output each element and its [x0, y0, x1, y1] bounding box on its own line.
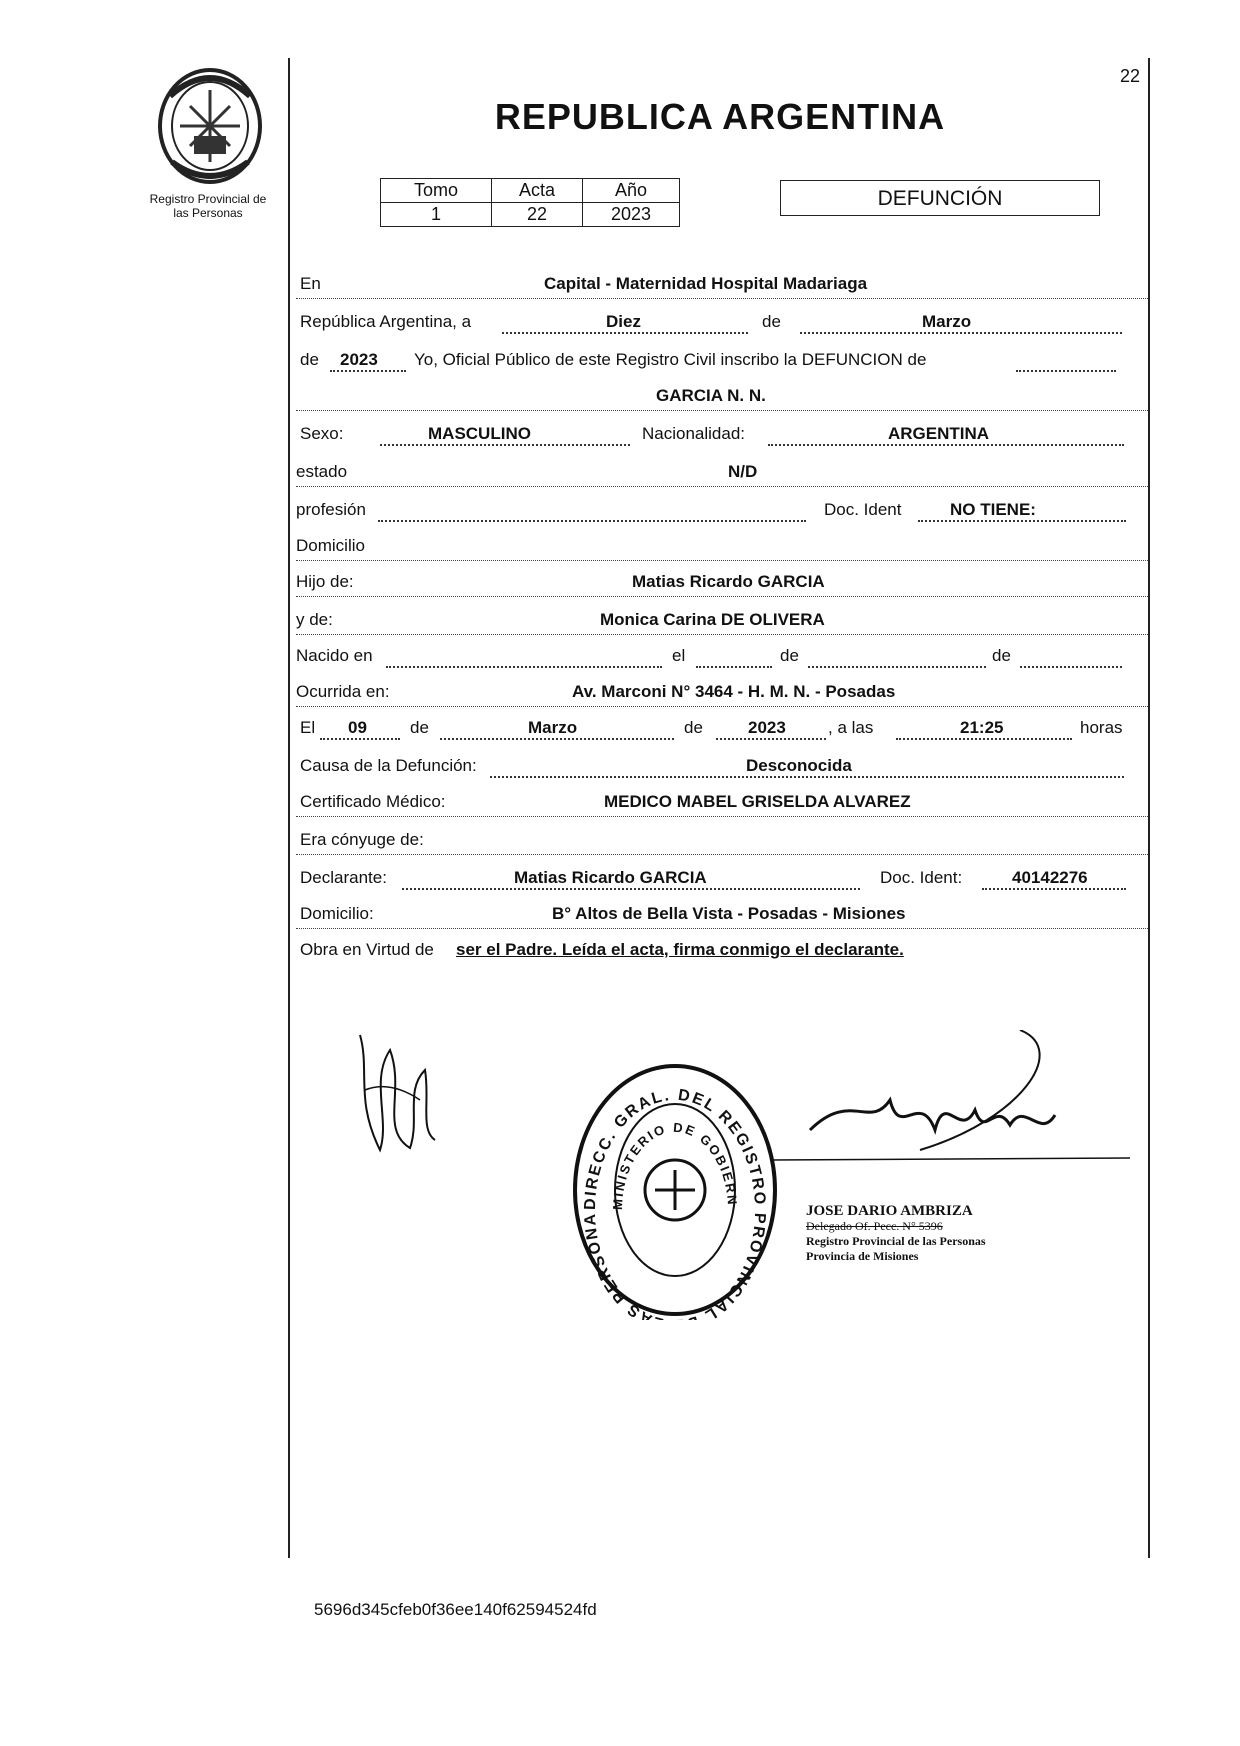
stamp-inner-text: MINISTERIO DE GOBIERN — [609, 1119, 741, 1211]
mes-def-value: Marzo — [528, 718, 578, 737]
doc-ident-line — [918, 520, 1126, 522]
conyuge-label: Era cónyuge de: — [300, 830, 424, 849]
causa-value: Desconocida — [746, 756, 852, 775]
page-number: 22 — [1120, 66, 1141, 86]
nacido-de-label-2: de — [992, 646, 1011, 665]
nacido-line — [386, 666, 662, 668]
acta-value: 22 — [492, 203, 583, 227]
official-office: Registro Provincial de las Personas — [806, 1234, 986, 1248]
estado-value: N/D — [728, 462, 758, 481]
row-ymadre — [296, 598, 1148, 635]
en-value: Capital - Maternidad Hospital Madariaga — [544, 274, 868, 293]
domicilio-label: Domicilio — [296, 536, 365, 555]
sexo-value: MASCULINO — [428, 424, 531, 443]
declarant-signature — [350, 1030, 440, 1160]
hijo-value: Matias Ricardo GARCIA — [632, 572, 825, 591]
row-fecha — [296, 300, 1148, 336]
left-margin-line — [288, 58, 290, 1558]
dia-line — [502, 332, 748, 334]
mes-value: Marzo — [922, 312, 972, 331]
obra-label: Obra en Virtud de — [300, 940, 434, 959]
nacionalidad-value: ARGENTINA — [888, 424, 990, 443]
row-domicilio-declarante — [296, 892, 1148, 929]
certificado-label: Certificado Médico: — [300, 792, 446, 811]
republica-label: República Argentina, a — [300, 312, 472, 331]
declarante-line — [402, 888, 860, 890]
official-name: JOSE DARIO AMBRIZA — [806, 1203, 973, 1219]
inscribo-line — [1016, 370, 1116, 372]
official-province: Provincia de Misiones — [806, 1249, 919, 1263]
issuer-label — [128, 192, 288, 220]
nacido-anio-line — [1020, 666, 1122, 668]
declarante-label: Declarante: — [300, 868, 387, 887]
doc-ident2-label: Doc. Ident: — [880, 868, 963, 887]
mes-def-line — [440, 738, 674, 740]
row-hijo — [296, 560, 1148, 597]
yde-value: Monica Carina DE OLIVERA — [600, 610, 825, 629]
mes-line — [800, 332, 1122, 334]
row-conyuge — [296, 818, 1148, 855]
anio-value: 2023 — [583, 203, 680, 227]
nacido-mes-line — [808, 666, 986, 668]
yde-label: y de: — [296, 610, 333, 629]
dia-def-line — [320, 738, 400, 740]
ocurrida-value: Av. Marconi N° 3464 - H. M. N. - Posadas — [572, 682, 896, 701]
row-obra — [296, 928, 1148, 964]
hora-value: 21:25 — [960, 718, 1004, 737]
official-position: Delegado Of. Pecc. N° 5396 — [806, 1219, 943, 1233]
doc-ident-value: NO TIENE: — [950, 500, 1036, 519]
tomo-header: Tomo — [381, 179, 492, 203]
def-de-label-2: de — [684, 718, 703, 737]
official-signature — [770, 1030, 1130, 1180]
row-declarante — [296, 856, 1148, 892]
stamp-outer-text: DIRECC. GRAL. DEL REGISTRO PROVINCIAL AS PERSONA — [581, 1086, 769, 1320]
provincia-de-misiones-crest-icon — [150, 66, 270, 186]
record-type-box: DEFUNCIÓN — [780, 180, 1100, 216]
domicilio2-value: B° Altos de Bella Vista - Posadas - Misiones — [552, 904, 906, 923]
row-domicilio — [296, 524, 1148, 561]
document-title: REPUBLICA ARGENTINA — [494, 96, 946, 137]
en-label: En — [300, 274, 321, 293]
document-hash: 5696d345cfeb0f36ee140f62594524fd — [314, 1600, 597, 1619]
official-info — [806, 1204, 1086, 1264]
row-lugar — [296, 262, 1148, 299]
doc-ident2-line — [982, 888, 1126, 890]
causa-line — [490, 776, 1124, 778]
row-certificado — [296, 780, 1148, 817]
profesion-label: profesión — [296, 500, 366, 519]
declarante-value: Matias Ricardo GARCIA — [514, 868, 707, 887]
row-ocurrida — [296, 670, 1148, 707]
estado-label: estado — [296, 462, 348, 481]
nombre-value: GARCIA N. N. — [656, 386, 766, 405]
official-stamp — [570, 1060, 780, 1320]
profesion-line — [378, 520, 806, 522]
hora-line — [896, 738, 1072, 740]
nacionalidad-line — [768, 444, 1124, 446]
nacido-label: Nacido en — [296, 646, 373, 665]
anio-def-value: 2023 — [748, 718, 786, 737]
doc-ident2-value: 40142276 — [1012, 868, 1088, 887]
de-label: de — [762, 312, 781, 331]
row-profesion — [296, 488, 1148, 524]
horas-label: horas — [1080, 718, 1123, 737]
a-las-label: , a las — [828, 718, 874, 737]
dia-def-value: 09 — [348, 718, 367, 737]
record-table — [380, 178, 680, 227]
hijo-label: Hijo de: — [296, 572, 354, 591]
anio-def-line — [716, 738, 826, 740]
nacido-dia-line — [696, 666, 772, 668]
anio-line — [330, 370, 406, 372]
causa-label: Causa de la Defunción: — [300, 756, 477, 775]
def-de-label: de — [410, 718, 429, 737]
de-label-2: de — [300, 350, 319, 369]
sexo-line — [380, 444, 630, 446]
issuer-label-line1: Registro Provincial de — [149, 192, 267, 206]
row-nacido — [296, 634, 1148, 670]
row-inscribo — [296, 338, 1148, 374]
row-sexo — [296, 412, 1148, 448]
row-fecha-defuncion — [296, 706, 1148, 742]
nacido-el-label: el — [672, 646, 686, 665]
row-nombre — [296, 374, 1148, 411]
acta-header: Acta — [492, 179, 583, 203]
issuer-label-line2: las Personas — [173, 206, 243, 220]
tomo-value: 1 — [381, 203, 492, 227]
obra-value: ser el Padre. Leída el acta, firma conmigo el declarante. — [456, 940, 904, 959]
row-causa — [296, 744, 1148, 780]
nacido-de-label: de — [780, 646, 799, 665]
certificado-value: MEDICO MABEL GRISELDA ALVAREZ — [604, 792, 911, 811]
anio-value: 2023 — [340, 350, 378, 369]
anio-header: Año — [583, 179, 680, 203]
sexo-label: Sexo: — [300, 424, 344, 443]
row-estado — [296, 450, 1148, 487]
nacionalidad-label: Nacionalidad: — [642, 424, 746, 443]
inscribo-text: Yo, Oficial Público de este Registro Civil inscribo la DEFUNCION de — [414, 350, 927, 369]
domicilio2-label: Domicilio: — [300, 904, 374, 923]
doc-ident-label: Doc. Ident — [824, 500, 902, 519]
ocurrida-label: Ocurrida en: — [296, 682, 390, 701]
el-cap-label: El — [300, 718, 316, 737]
dia-value: Diez — [606, 312, 641, 331]
right-margin-line — [1148, 58, 1150, 1558]
